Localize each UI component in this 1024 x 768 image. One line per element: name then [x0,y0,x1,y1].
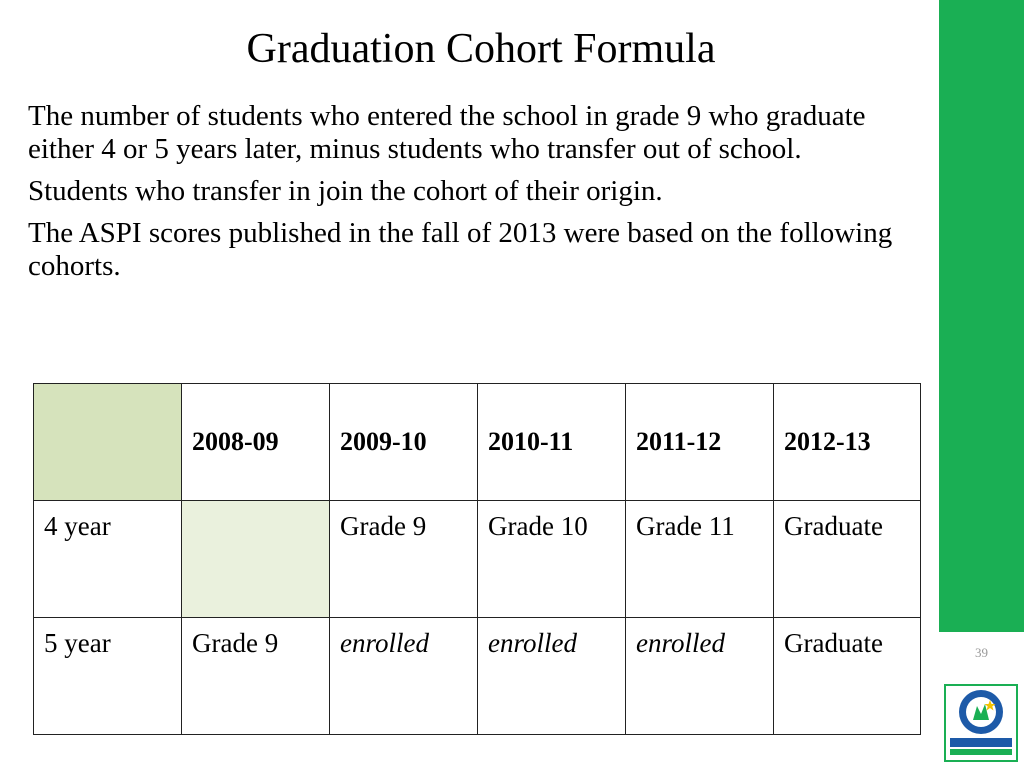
empty-cell [182,501,330,618]
row-label-cell: 4 year [34,501,182,618]
table-cell: Grade 11 [626,501,774,618]
table-cell: Grade 10 [478,501,626,618]
row-label-cell: 5 year [34,618,182,735]
table-cell: Graduate [774,618,921,735]
table-header-row [34,384,921,501]
header-cell: 2009-10 [330,384,478,501]
table-cell: enrolled [478,618,626,735]
paragraph-transfer: Students who transfer in join the cohort of their origin. [28,175,663,207]
header-cell: 2011-12 [626,384,774,501]
table-cell: Graduate [774,501,921,618]
table-row [34,501,921,618]
header-corner-cell [34,384,182,501]
header-cell: 2010-11 [478,384,626,501]
table-cell: enrolled [330,618,478,735]
paragraph-definition: The number of students who entered the school in grade 9 who graduate either 4 or 5 years later, minus students who transfer out of school. [28,100,866,165]
header-cell: 2008-09 [182,384,330,501]
paragraph-aspi: The ASPI scores published in the fall of 2013 were based on the following cohorts. [28,217,893,282]
slide-number: 39 [975,645,988,660]
slide-title: Graduation Cohort Formula [246,26,716,72]
table-cell: enrolled [626,618,774,735]
table-row [34,618,921,735]
cohort-table [33,383,921,735]
department-logo [944,684,1018,762]
body-text [28,100,933,292]
header-cell: 2012-13 [774,384,921,501]
table-cell: Grade 9 [182,618,330,735]
table-cell: Grade 9 [330,501,478,618]
department-seal-icon [946,686,1016,760]
